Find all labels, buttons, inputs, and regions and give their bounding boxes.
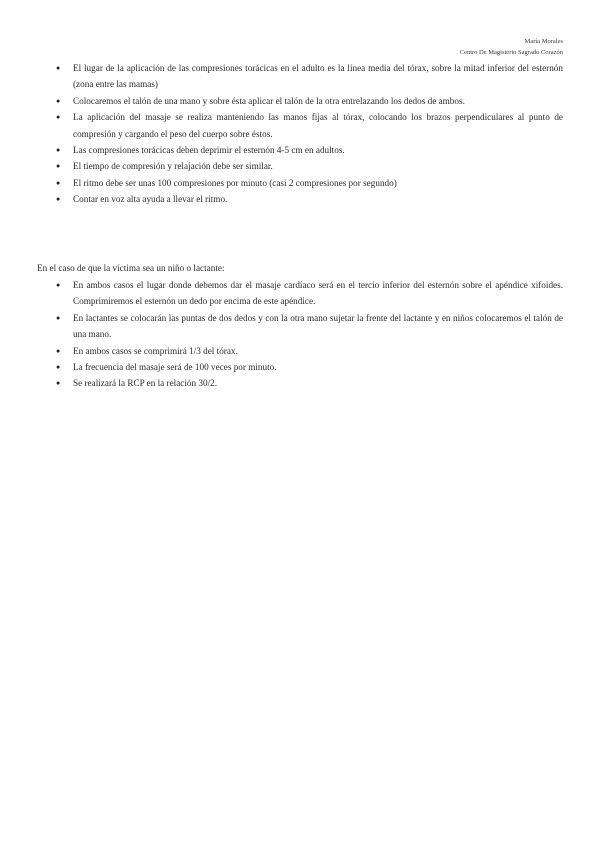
list-item: ● En ambos casos se comprimirá 1/3 del tórax. [56,343,563,359]
list-item: ● Colocaremos el talón de una mano y sobre ésta aplicar el talón de la otra entrelazando los dedos de ambos. [56,93,563,109]
adult-compression-list [56,60,563,208]
list-item: ● Contar en voz alta ayuda a llevar el ritmo. [56,191,563,207]
child-section-intro: En el caso de que la víctima sea un niño o lactante: [37,263,225,273]
author-name: María Morales [524,38,563,45]
list-item: ● En ambos casos el lugar donde debemos dar el masaje cardíaco será en el tercio inferior del esternón sobre el apéndice xifoides. Comprimiremos el esternón un dedo por encima de este apéndice. [56,277,563,310]
school-name: Centro De Magisterio Sagrado Corazón [459,49,563,56]
list-item: ● El tiempo de compresión y relajación debe ser similar. [56,158,563,174]
list-item: ● En lactantes se colocarán las puntas de dos dedos y con la otra mano sujetar la frente del lactante y en niños colocaremos el talón de una mano. [56,310,563,343]
child-compression-list [56,277,563,392]
list-item: ● El lugar de la aplicación de las compresiones torácicas en el adulto es la línea media del tórax, sobre la mitad inferior del esternón (zona entre las mamas) [56,60,563,93]
list-item: ● Se realizará la RCP en la relación 30/2. [56,375,563,391]
list-item: ● La frecuencia del masaje será de 100 veces por minuto. [56,359,563,375]
list-item: ● La aplicación del masaje se realiza manteniendo las manos fijas al tórax, colocando los brazos perpendiculares al punto de compresión y cargando el peso del cuerpo sobre éstos. [56,109,563,142]
page-header [460,36,563,58]
list-item: ● El ritmo debe ser unas 100 compresiones por minuto (casi 2 compresiones por segundo) [56,175,563,191]
list-item: ● Las compresiones torácicas deben deprimir el esternón 4-5 cm en adultos. [56,142,563,158]
